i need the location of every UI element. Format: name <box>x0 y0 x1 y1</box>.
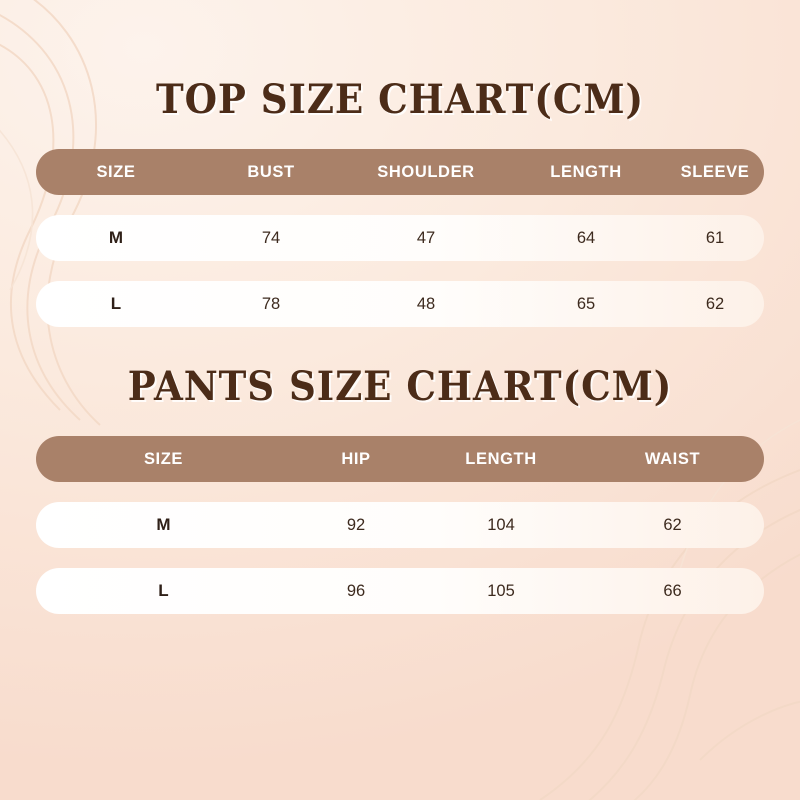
cell-bust: 74 <box>261 228 281 247</box>
column-header-size: SIZE <box>96 162 136 181</box>
cell-shoulder: 48 <box>416 294 436 313</box>
cell-sleeve: 61 <box>705 228 725 247</box>
cell-size: M <box>156 515 171 534</box>
table-row <box>36 215 764 261</box>
cell-length: 64 <box>576 228 596 247</box>
cell-sleeve: 62 <box>705 294 725 313</box>
top-chart-title: TOP SIZE CHART(CM) <box>155 76 645 123</box>
table-row <box>36 568 764 614</box>
cell-hip: 92 <box>346 515 366 534</box>
cell-length: 65 <box>576 294 596 313</box>
column-header-size: SIZE <box>143 449 184 468</box>
top-size-chart <box>0 0 800 327</box>
column-header-length: LENGTH <box>465 449 537 468</box>
column-header-bust: BUST <box>247 162 295 181</box>
column-header-length: LENGTH <box>550 162 622 181</box>
cell-size: L <box>158 581 169 600</box>
pants-chart-header-row <box>36 436 764 482</box>
table-row <box>36 281 764 327</box>
cell-length: 105 <box>487 581 515 600</box>
cell-hip: 96 <box>346 581 366 600</box>
cell-length: 104 <box>487 515 515 534</box>
cell-bust: 78 <box>261 294 281 313</box>
cell-shoulder: 47 <box>416 228 436 247</box>
cell-waist: 62 <box>663 515 682 534</box>
cell-size: M <box>108 228 124 247</box>
cell-size: L <box>110 294 122 313</box>
column-header-sleeve: SLEEVE <box>680 162 750 181</box>
table-row <box>36 502 764 548</box>
top-chart-header-row <box>36 149 764 195</box>
pants-size-chart <box>0 327 800 614</box>
column-header-shoulder: SHOULDER <box>377 162 475 181</box>
column-header-hip: HIP <box>341 449 371 468</box>
cell-waist: 66 <box>663 581 682 600</box>
column-header-waist: WAIST <box>644 449 701 468</box>
pants-chart-title: PANTS SIZE CHART(CM) <box>127 363 673 410</box>
